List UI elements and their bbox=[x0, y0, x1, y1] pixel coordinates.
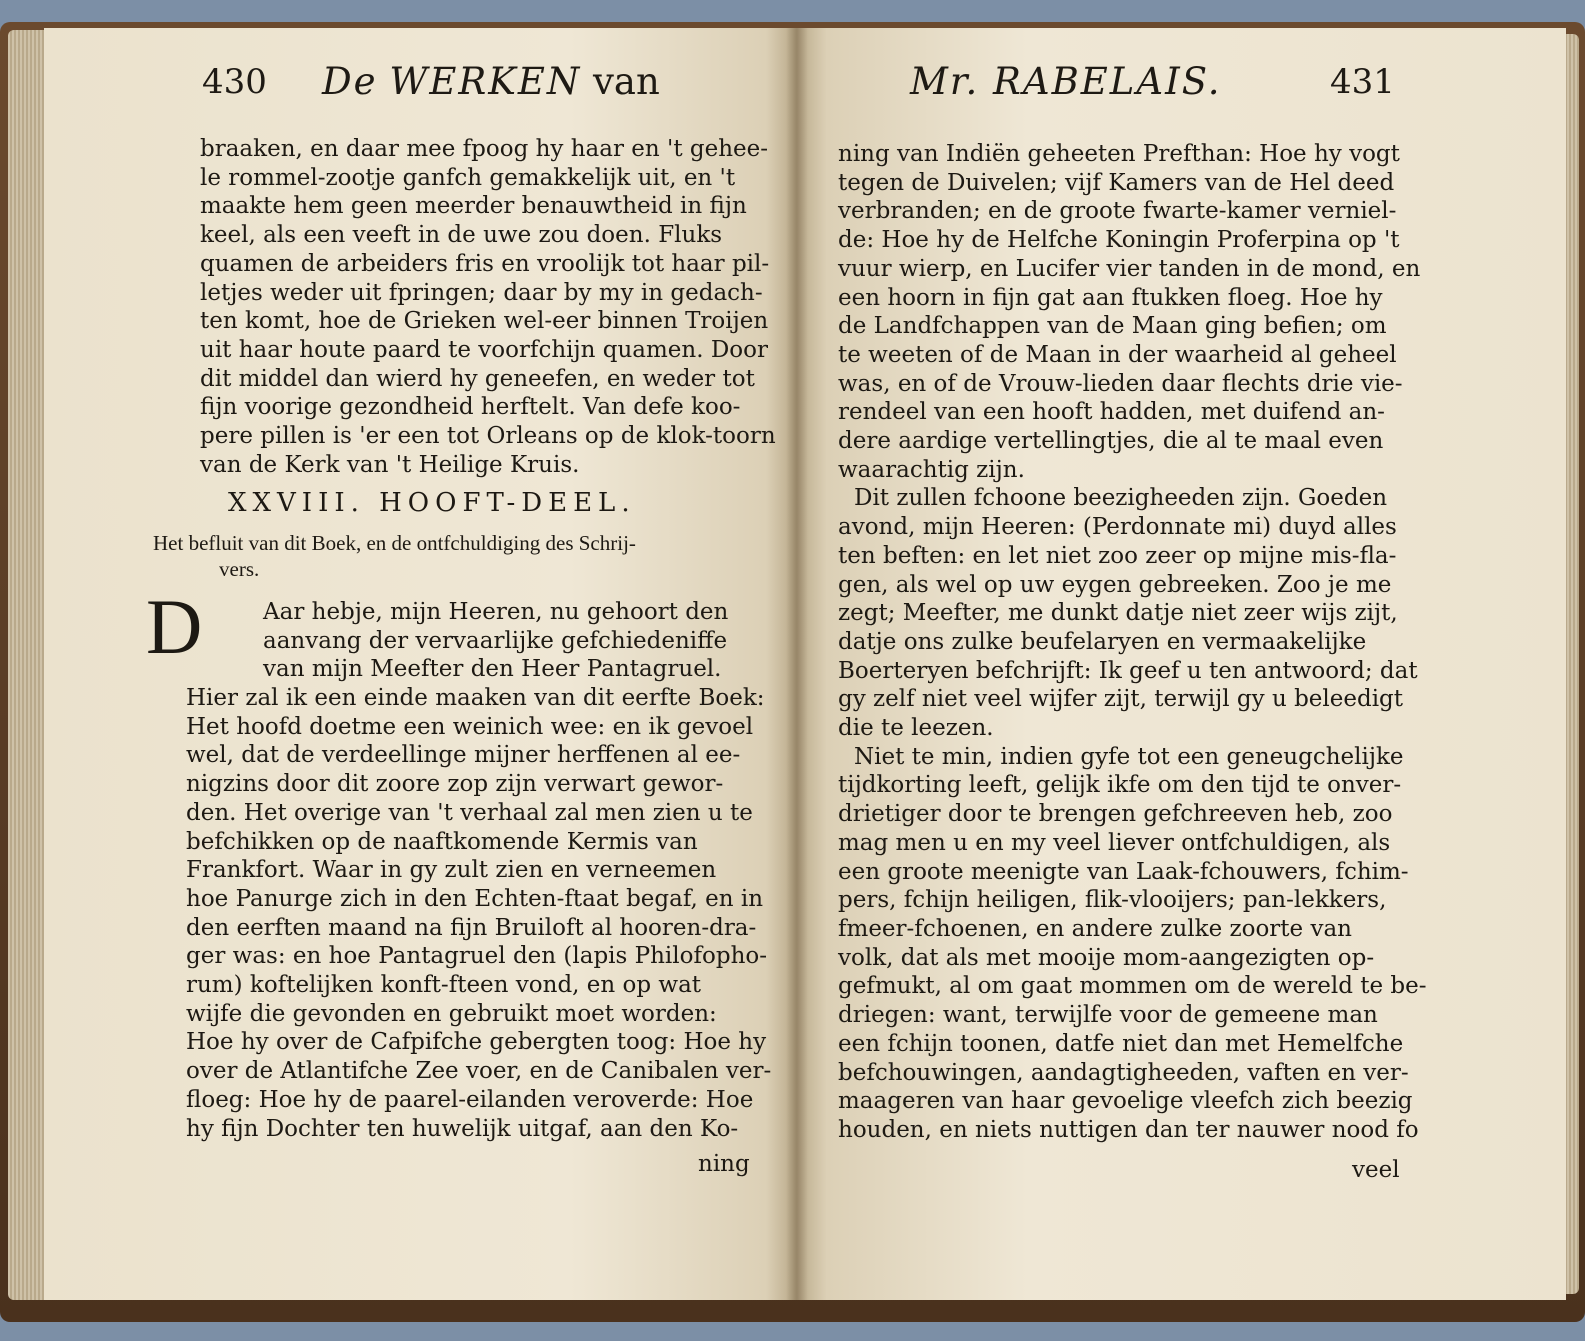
text-line: de Landfchappen van de Maan ging befien; om bbox=[838, 313, 1387, 340]
text-line: dere aardige vertellingtjes, die al te maal even bbox=[838, 428, 1384, 455]
text-line: maakte hem geen meerder benauwtheid in fijn bbox=[200, 193, 747, 220]
right-catchword: veel bbox=[1352, 1157, 1400, 1183]
text-line: tijdkorting leeft, gelijk ikfe om den tijd te onver- bbox=[838, 772, 1402, 799]
text-line: braaken, en daar mee fpoog hy haar en 't gehee- bbox=[200, 136, 769, 162]
right-running-head bbox=[910, 60, 1222, 103]
text-line: driegen: want, terwijlfe voor de gemeene man bbox=[838, 1002, 1378, 1029]
text-line: quamen de arbeiders fris en vroolijk tot haar pil- bbox=[200, 250, 770, 277]
text-line: te weeten of de Maan in der waarheid al geheel bbox=[838, 341, 1397, 368]
text-line: nigzins door dit zoore zop zijn verwart gewor- bbox=[186, 771, 724, 798]
right-text bbox=[838, 140, 1427, 1145]
text-line: die te leezen. bbox=[838, 715, 994, 742]
text-line: hoe Panurge zich in den Echten-ftaat begaf, en in bbox=[186, 885, 764, 912]
text-line: Hoe hy over de Cafpifche gebergten toog: Hoe hy bbox=[186, 1029, 767, 1056]
text-line: een groote meenigte van Laak-fchouwers, fchim- bbox=[838, 858, 1409, 885]
text-line: le rommel-zootje ganfch gemakkelijk uit, en 't bbox=[200, 164, 736, 191]
text-line: mag men u en my veel liever ontfchuldigen, als bbox=[838, 829, 1391, 856]
text-line: Niet te min, indien gyfe tot een geneugchelijke bbox=[854, 743, 1404, 770]
chapter-summary bbox=[153, 530, 753, 582]
text-line: drietiger door te brengen gefchreeven heb, zoo bbox=[838, 801, 1393, 828]
text-line: ning van Indiën geheeten Prefthan: Hoe hy vogt bbox=[838, 141, 1400, 167]
running-head-prefix: De bbox=[322, 60, 378, 103]
text-line: gy zelf niet veel wijfer zijt, terwijl gy u beleedigt bbox=[838, 686, 1404, 713]
text-line: vuur wierp, en Lucifer vier tanden in de mond, en bbox=[838, 255, 1421, 282]
text-line: dit middel dan wierd hy geneefen, en weder tot bbox=[200, 365, 755, 392]
text-line: uit haar houte paard te voorfchijn quamen. Door bbox=[200, 336, 768, 363]
text-line: den. Het overige van 't verhaal zal men zien u te bbox=[186, 799, 753, 826]
text-line: was, en of de Vrouw-lieden daar flechts drie vie- bbox=[838, 370, 1403, 397]
left-catchword: ning bbox=[698, 1151, 750, 1177]
chapter-summary-line: Het befluit van dit Boek, en de ontfchuldiging des Schrij- bbox=[153, 531, 636, 555]
text-line: Hier zal ik een einde maaken van dit eerfte Boek: bbox=[186, 685, 765, 711]
text-line: maageren van haar gevoelige vleefch zich beezig bbox=[838, 1088, 1413, 1115]
text-line: aanvang der vervaarlijke gefchiedeniffe bbox=[263, 627, 728, 654]
text-line: gen, als wel op uw eygen gebreeken. Zoo je me bbox=[838, 571, 1392, 598]
text-line: Het hoofd doetme een weinich wee: en ik gevoel bbox=[186, 713, 754, 740]
text-line: ten beften: en let niet zoo zeer op mijne mis-fla- bbox=[838, 542, 1397, 569]
text-line: een fchijn toonen, datfe niet dan met Hemelfche bbox=[838, 1030, 1404, 1057]
text-line: Aar hebje, mijn Heeren, nu gehoort den bbox=[263, 599, 729, 625]
text-line: pere pillen is 'er een tot Orleans op de klok-toorn bbox=[200, 423, 776, 450]
text-line: van mijn Meefter den Heer Pantagruel. bbox=[263, 656, 722, 683]
text-line: een hoorn in fijn gat aan ftukken floeg. Hoe hy bbox=[838, 284, 1383, 311]
chapter-summary-line: vers. bbox=[219, 557, 260, 581]
text-line: letjes weder uit fpringen; daar by my in gedach- bbox=[200, 279, 763, 306]
left-text-dropcap bbox=[263, 598, 755, 684]
text-line: Frankfort. Waar in gy zult zien en verneemen bbox=[186, 857, 717, 884]
text-line: over de Atlantifche Zee voer, en de Canibalen ver- bbox=[186, 1058, 772, 1085]
text-line: hy fijn Dochter ten huwelijk uitgaf, aan den Ko- bbox=[186, 1115, 739, 1142]
text-line: datje ons zulke beufelaryen en vermaakelijke bbox=[838, 628, 1367, 655]
text-line: avond, mijn Heeren: (Perdonnate mi) duyd alles bbox=[838, 514, 1397, 541]
text-line: floeg: Hoe hy de paarel-eilanden veroverde: Hoe bbox=[186, 1086, 754, 1113]
text-line: den eerften maand na fijn Bruiloft al hooren-dra- bbox=[186, 914, 757, 941]
left-text-bottom bbox=[186, 684, 772, 1143]
left-text-top bbox=[200, 135, 776, 479]
left-running-head bbox=[322, 60, 660, 103]
text-line: houden, en niets nuttigen dan ter nauwer nood fo bbox=[838, 1116, 1419, 1143]
text-line: fmeer-fchoenen, en andere zulke zoorte van bbox=[838, 915, 1352, 942]
text-line: van de Kerk van 't Heilige Kruis. bbox=[200, 451, 580, 478]
text-line: volk, dat als met mooije mom-aangezigten op- bbox=[838, 944, 1375, 971]
running-head-main: WERKEN bbox=[389, 60, 582, 103]
text-line: befchouwingen, aandagtigheeden, vaften en ver- bbox=[838, 1059, 1409, 1086]
text-line: wijfe die gevonden en gebruikt moet worden: bbox=[186, 1000, 717, 1027]
text-line: Boerteryen befchrijft: Ik geef u ten antwoord; dat bbox=[838, 657, 1418, 684]
text-line: verbranden; en de groote fwarte-kamer verniel- bbox=[838, 198, 1397, 225]
text-line: tegen de Duivelen; vijf Kamers van de Hel deed bbox=[838, 169, 1395, 196]
running-head-author: Mr. RABELAIS. bbox=[910, 60, 1222, 103]
text-line: wel, dat de verdeellinge mijner herffenen al ee- bbox=[186, 742, 741, 769]
book-gutter bbox=[786, 28, 808, 1300]
text-line: Dit zullen fchoone beezigheeden zijn. Goeden bbox=[854, 485, 1388, 512]
text-line: befchikken op de naaftkomende Kermis van bbox=[186, 828, 698, 855]
text-line: keel, als een veeft in de uwe zou doen. Fluks bbox=[200, 222, 723, 249]
chapter-heading: XXVIII. HOOFT-DEEL. bbox=[228, 488, 636, 518]
text-line: ger was: en hoe Pantagruel den (lapis Philofopho- bbox=[186, 943, 768, 970]
text-line: ten komt, hoe de Grieken wel-eer binnen Troijen bbox=[200, 308, 769, 335]
text-line: fijn voorige gezondheid herftelt. Van defe koo- bbox=[200, 394, 741, 421]
text-line: zegt; Meefter, me dunkt datje niet zeer wijs zijt, bbox=[838, 600, 1398, 627]
text-line: pers, fchijn heiligen, flik-vlooijers; pan-lekkers, bbox=[838, 887, 1387, 914]
drop-cap: D bbox=[146, 583, 203, 670]
right-page-number: 431 bbox=[1330, 62, 1395, 102]
text-line: rendeel van een hooft hadden, met duifend an- bbox=[838, 399, 1385, 426]
text-line: waarachtig zijn. bbox=[838, 456, 1025, 483]
text-line: rum) koftelijken konft-fteen vond, en op wat bbox=[186, 972, 702, 999]
left-page-number: 430 bbox=[202, 62, 267, 102]
text-line: de: Hoe hy de Helfche Koningin Proferpina op 't bbox=[838, 227, 1400, 254]
text-line: gefmukt, al om gaat mommen om de wereld te be- bbox=[838, 973, 1427, 1000]
running-head-suffix: van bbox=[593, 60, 660, 103]
